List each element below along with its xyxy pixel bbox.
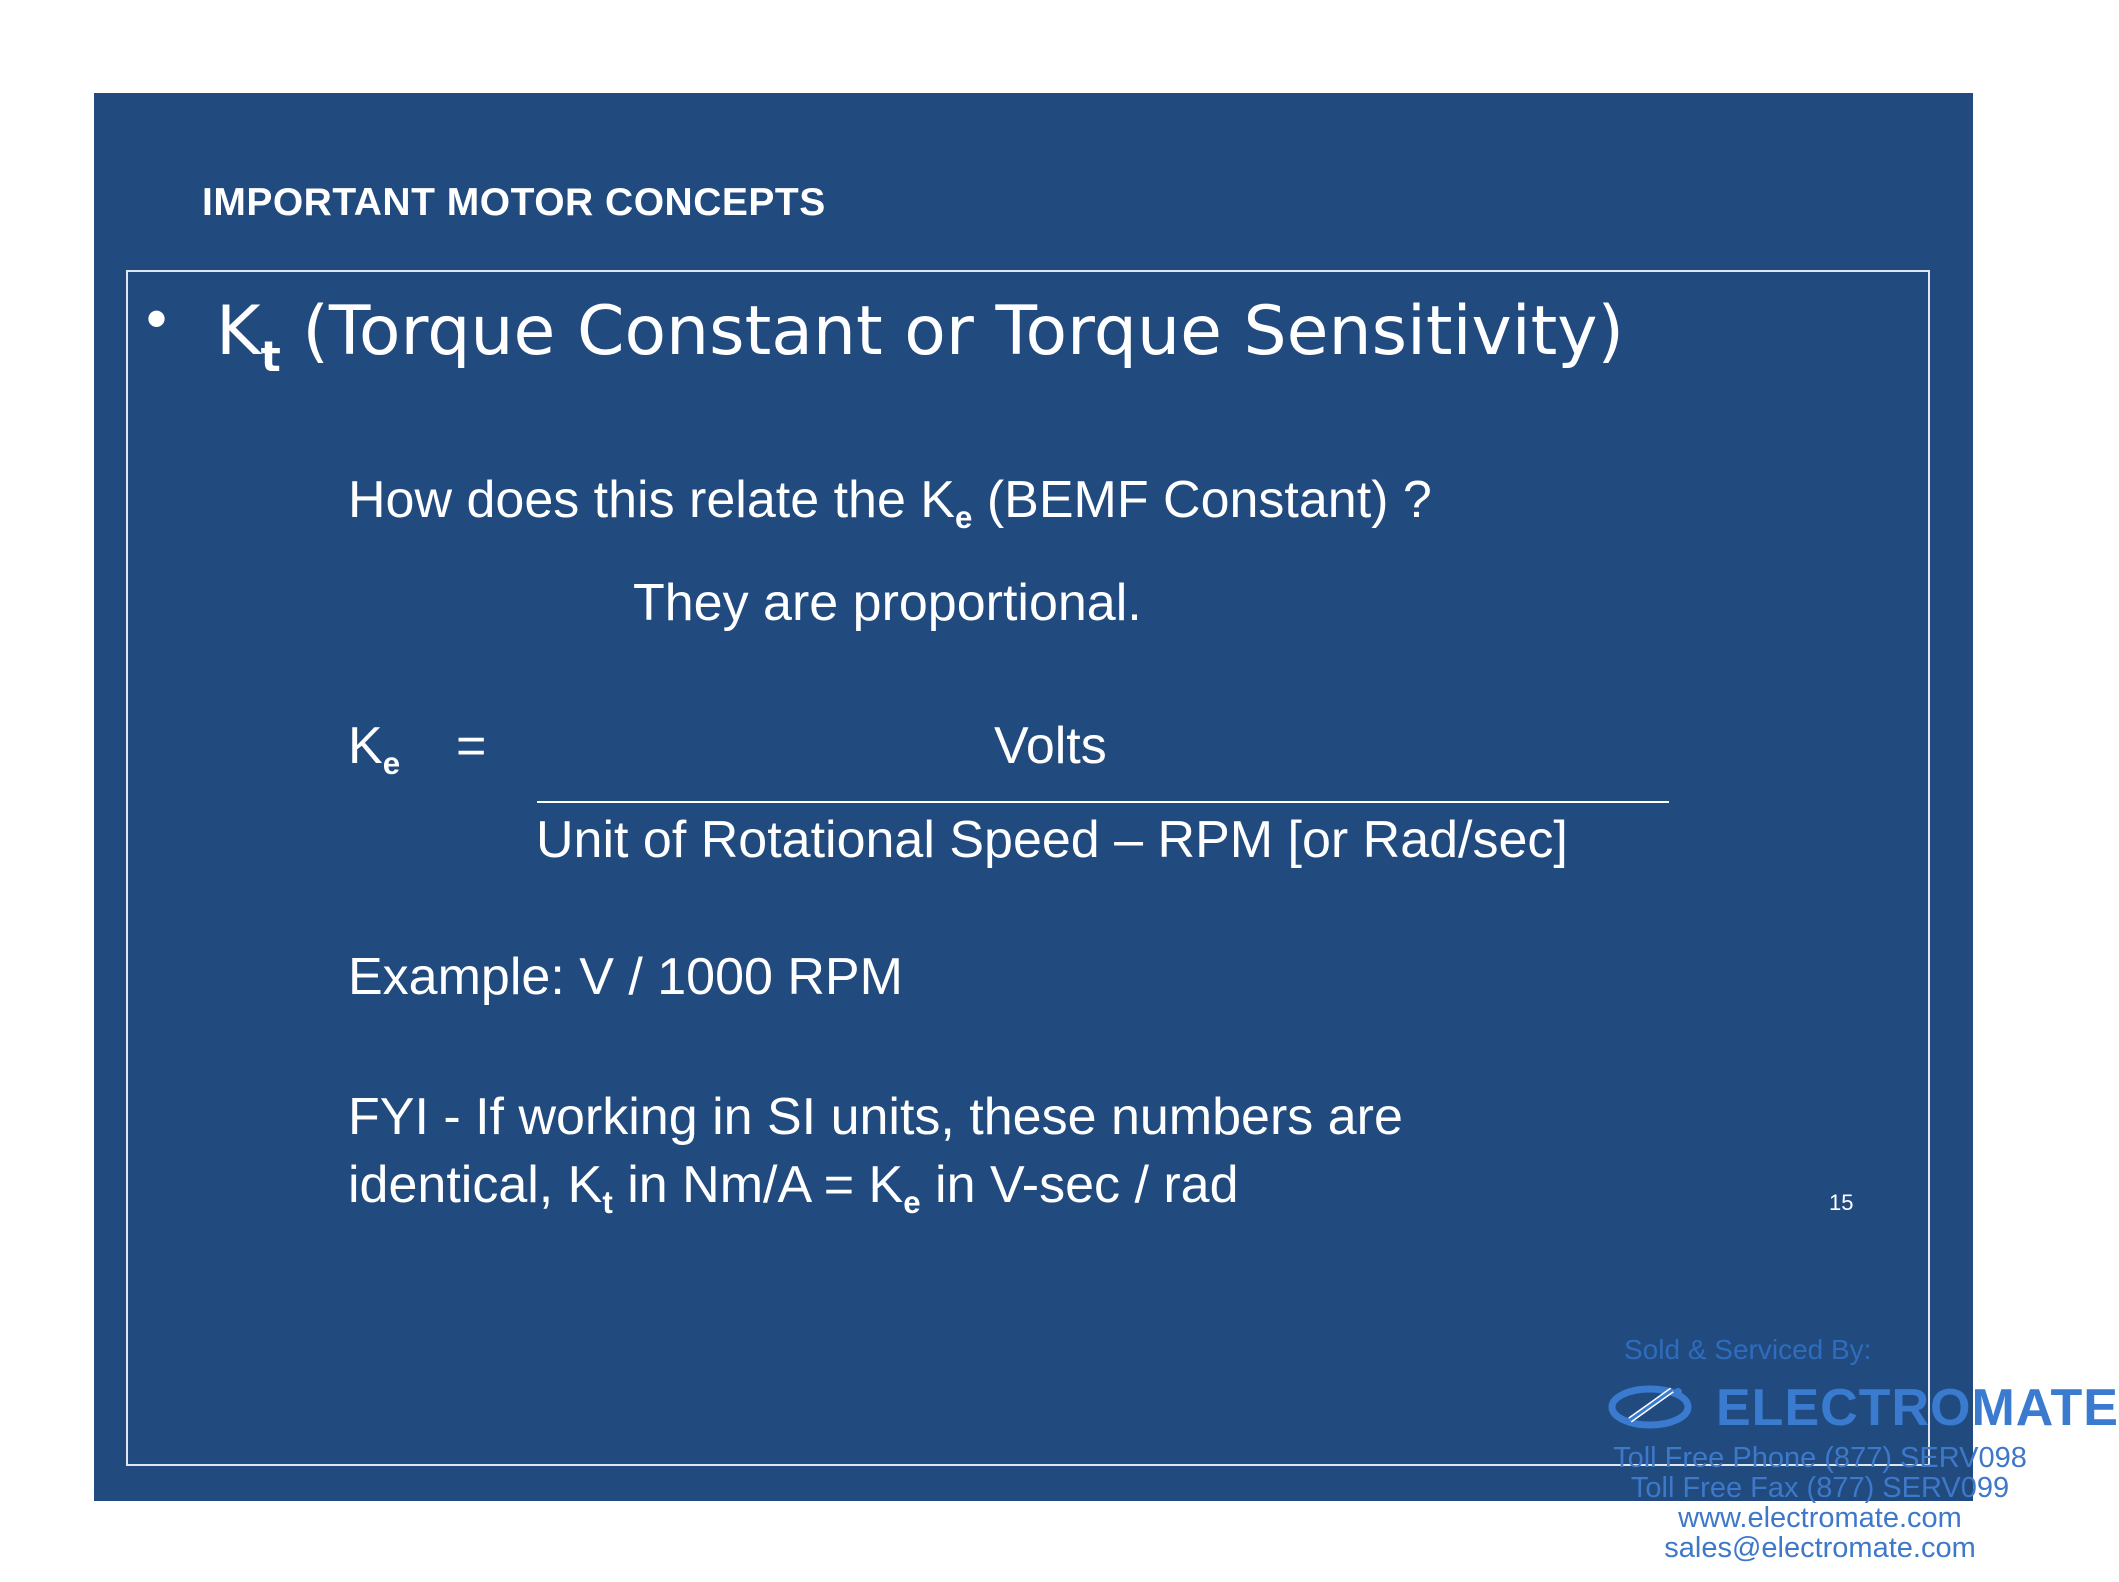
question-text: How does this relate the $K_e$ (BEMF Constant) ? — [348, 471, 1432, 535]
electromate-logo-icon — [1608, 1380, 1700, 1430]
sold-by-text: Sold & Serviced By: — [1624, 1334, 1872, 1365]
heading-subscript: t — [260, 331, 281, 381]
electromate-watermark — [1600, 1330, 2119, 1575]
website-link[interactable]: www.electromate.com — [1678, 1502, 1962, 1534]
example-text: Example: V / 1000 RPM — [348, 948, 903, 1006]
page-number: 15 — [1829, 1190, 1854, 1215]
slide — [94, 93, 1973, 1501]
formula-denominator: Unit of Rotational Speed – RPM [or Rad/sec] — [536, 811, 1568, 869]
heading-text: (Torque Constant or Torque Sensitivity) — [302, 292, 1625, 371]
formula-lhs: $K_e$ — [348, 717, 401, 781]
bullet-point: • — [146, 285, 168, 352]
slide-header: IMPORTANT MOTOR CONCEPTS — [202, 181, 826, 224]
answer-text: They are proportional. — [633, 574, 1142, 632]
fyi-line-2: identical, $K_t$ in $Nm/A = K_e$ in V-sec / rad — [348, 1156, 1239, 1220]
email-link[interactable]: sales@electromate.com — [1664, 1532, 1976, 1564]
formula-equals: = — [456, 717, 487, 775]
fax-text: Toll Free Fax (877) SERV099 — [1630, 1472, 2010, 1504]
formula-numerator: Volts — [994, 717, 1107, 775]
brand-name: ELECTROMATE — [1716, 1379, 2119, 1437]
fraction-line — [537, 801, 1669, 803]
slide-heading — [216, 291, 1625, 381]
fyi-line-1: FYI - If working in SI units, these numbers are — [348, 1088, 1403, 1146]
phone-text: Toll Free Phone (877) SERV098 — [1613, 1442, 2027, 1474]
heading-symbol: K — [216, 292, 261, 371]
